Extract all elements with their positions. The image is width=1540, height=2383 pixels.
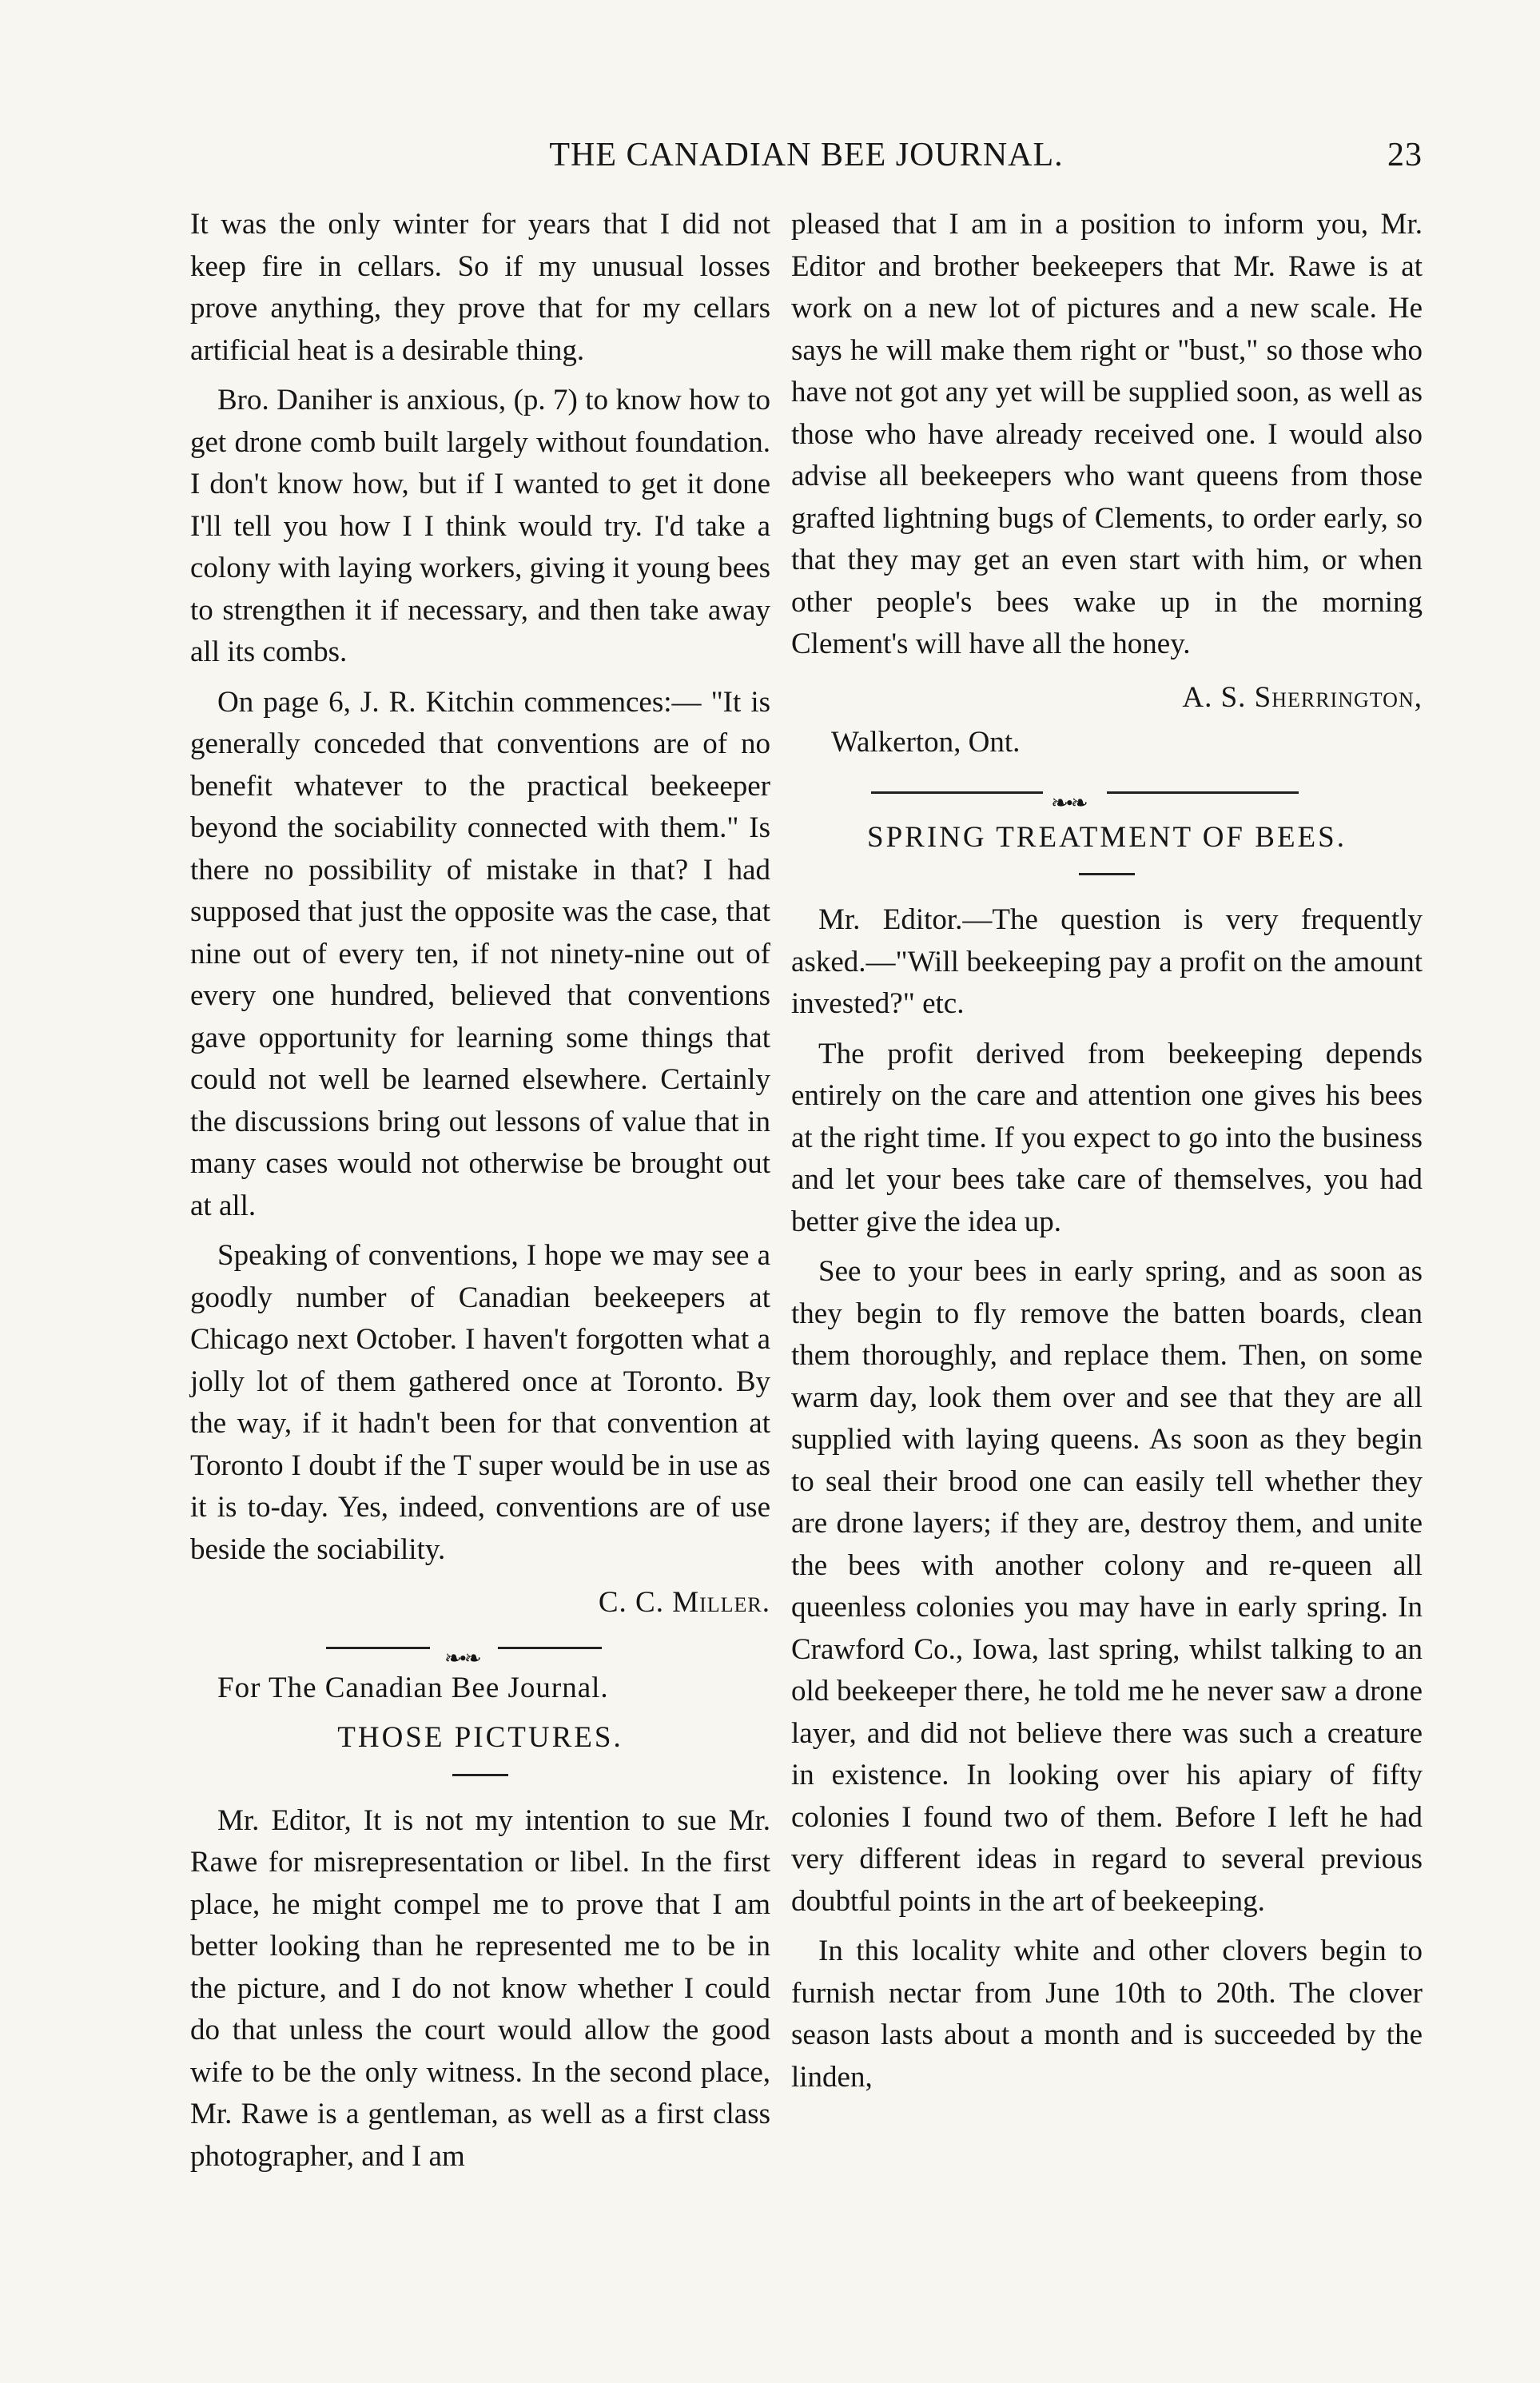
divider-ornament: ❧•❧ <box>1051 791 1086 815</box>
paragraph: Mr. Editor.—The question is very frequently asked.—"Will beekeeping pay a profit on the amount invested?" etc. <box>791 903 1423 1020</box>
divider-ornament: ❧•❧ <box>444 1646 480 1670</box>
running-header <box>190 136 1423 184</box>
paragraph: In this locality white and other clovers begin to furnish nectar from June 10th to 20th. The clover season lasts about a month and is succeeded by the linden, <box>791 1935 1423 2094</box>
paragraph: See to your bees in early spring, and as soon as they begin to fly remove the batten boards, clean them thoroughly, and replace them. Then, on some warm day, look them over and see that they are all supplied with laying queens. As soon as they begin to seal their brood one can easily tell whether they are drone layers; if they are, destroy them, and unite the bees with another colony and re-queen all queenless colonies you may have in early spring. In Crawford Co., Iowa, last spring, whilst talking to an old beekeeper there, he told me he never saw a drone layer, and did not believe there was such a creature in existence. In looking over his apiary of fifty colonies I found two of them. Before I left he had very different ideas in regard to several previous doubtful points in the art of beekeeping. <box>791 1255 1423 1918</box>
page-number: 23 <box>1387 137 1423 173</box>
author-location: Walkerton, Ont. <box>831 726 1021 759</box>
paragraph: It was the only winter for years that I did not keep fire in cellars. So if my unusual losses prove anything, they prove that for my cellars artificial heat is a desirable thing. <box>190 208 770 367</box>
paragraph: The profit derived from beekeeping depends entirely on the care and attention one gives his bees at the right time. If you expect to go into the business and let your bees take care of themselves, you had better give the idea up. <box>791 1037 1423 1238</box>
paragraph: Mr. Editor, It is not my intention to sue Mr. Rawe for misrepresentation or libel. In the first place, he might compel me to prove that I am better looking than he represented me to be in the picture, and I do not know whether I could do that unless the court would allow the good wife to be the only witness. In the second place, Mr. Rawe is a gentleman, as well as a first class photographer, and I am <box>190 1803 770 2173</box>
author-signature: A. S. Sherrington, <box>1182 680 1423 714</box>
paragraph: Speaking of conventions, I hope we may see a goodly number of Canadian beekeepers at Chicago next October. I haven't forgotten what a jolly lot of them gathered once at Toronto. By the way, if it hadn't been for that convention at Toronto I doubt if the T super would be in use as it is to-day. Yes, indeed, conventions are of use beside the sociability. <box>190 1239 770 1566</box>
section-divider <box>791 772 1423 815</box>
journal-title: THE CANADIAN BEE JOURNAL. <box>549 137 1064 173</box>
paragraph: pleased that I am in a position to inform you, Mr. Editor and brother beekeepers that Mr. Rawe is at work on a new lot of pictures and a new scale. He says he will make them right or "bust," so those who have not got any yet will be supplied soon, as well as those who have already received one. I would also advise all beekeepers who want queens from those grafted lightning bugs of Clements, to order early, so that they may get an even start with him, or when other people's bees wake up in the morning Clement's will have all the honey. <box>791 208 1423 660</box>
author-signature: C. C. Miller. <box>598 1586 770 1619</box>
paragraph: Bro. Daniher is anxious, (p. 7) to know how to get drone comb built largely without foundation. I don't know how, but if I wanted to get it done I'll tell you how I I think would try. I'd take a colony with laying workers, giving it young bees to strengthen it if necessary, and then take away all its combs. <box>190 384 770 668</box>
title-dash <box>452 1774 508 1776</box>
right-column <box>791 204 1423 2106</box>
title-dash <box>1079 873 1135 875</box>
section-title: THOSE PICTURES. <box>337 1721 623 1754</box>
section-title: SPRING TREATMENT OF BEES. <box>867 820 1347 854</box>
for-line: For The Canadian Bee Journal. <box>217 1671 609 1704</box>
section-divider <box>190 1628 770 1668</box>
left-column <box>190 204 770 2186</box>
paragraph: On page 6, J. R. Kitchin commences:— "It is generally conceded that conventions are of no benefit whatever to the practical beekeeper beyond the sociability connected with them." Is there no possibility of mistake in that? I had supposed that just the opposite was the case, that nine out of every ten, if not ninety-nine out of every one hundred, believed that conventions gave opportunity for learning some things that could not well be learned elsewhere. Certainly the discussions bring out lessons of value that in many cases would not otherwise be brought out at all. <box>190 685 770 1222</box>
